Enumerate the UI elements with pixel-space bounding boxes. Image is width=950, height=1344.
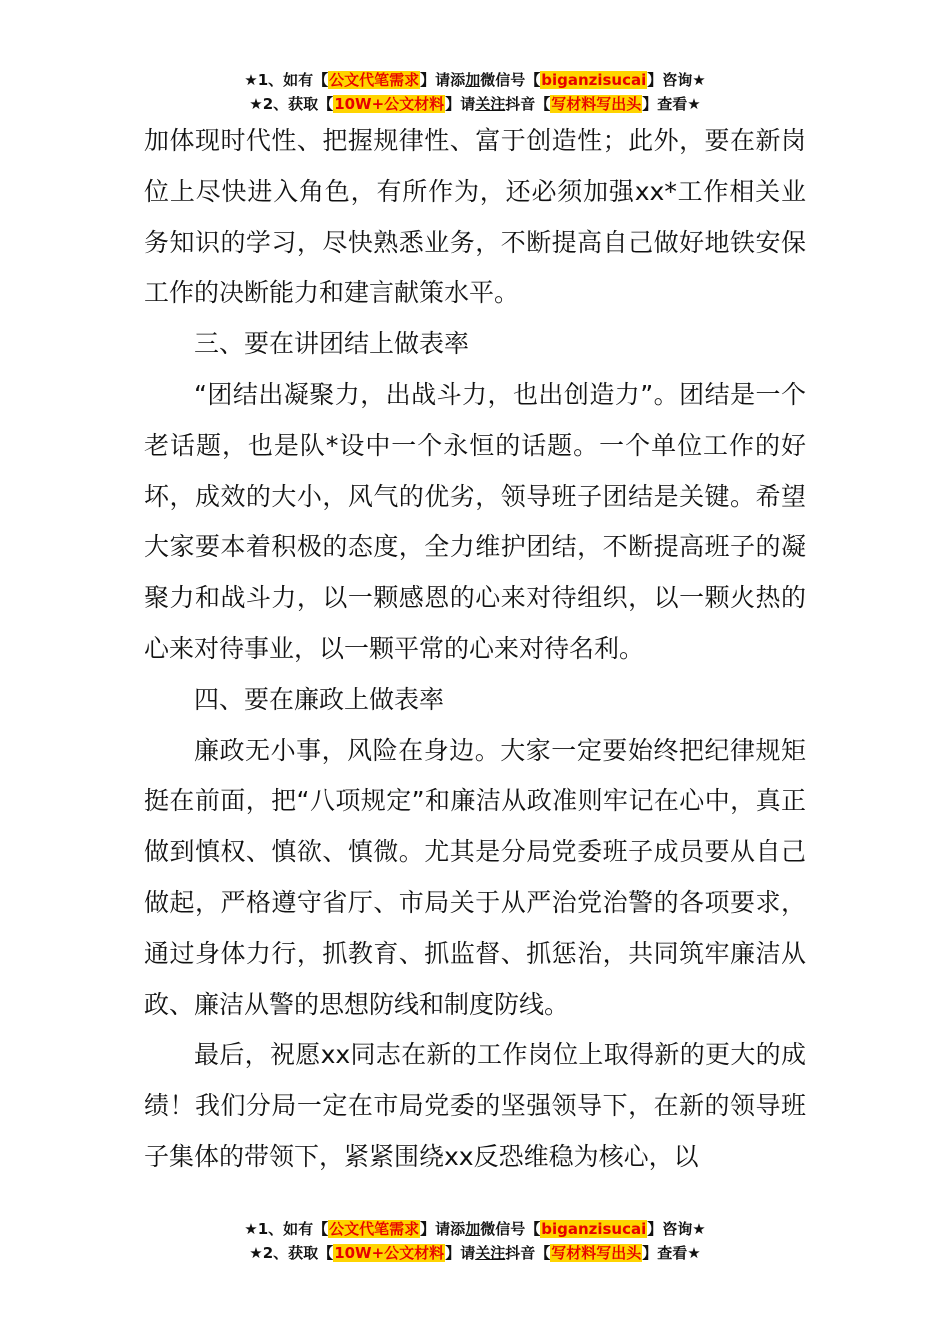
banner-underlined-text: 关注 bbox=[475, 95, 506, 113]
banner-text: 】请 bbox=[445, 95, 476, 113]
banner-text: ★1、如有【 bbox=[244, 71, 329, 89]
banner-text: ★1、如有【 bbox=[244, 1220, 329, 1238]
banner-text: ★2、获取【 bbox=[249, 95, 334, 113]
banner-highlight: 写材料写出头 bbox=[551, 95, 642, 113]
banner-line-2 bbox=[0, 1241, 950, 1265]
banner-underlined-text: 关注 bbox=[475, 1244, 506, 1262]
section-heading-integrity: 四、要在廉政上做表率 bbox=[194, 684, 445, 714]
banner-highlight: 10W+公文材料 bbox=[334, 95, 445, 113]
banner-text: 】查看★ bbox=[642, 95, 701, 113]
banner-line-1 bbox=[0, 1217, 950, 1241]
banner-text: 】查看★ bbox=[642, 1244, 701, 1262]
banner-text: 微信号【 bbox=[480, 71, 541, 89]
banner-line-2 bbox=[0, 92, 950, 116]
paragraph-unity: “团结出凝聚力，出战斗力，也出创造力”。团结是一个老话题，也是队*设中一个永恒的话题。一个单位工作的好坏，成效的大小，风气的优劣，领导班子团结是关键。希望大家要本着积极的态度，全力维护团结，不断提高班子的凝聚力和战斗力，以一颗感恩的心来对待组织，以一颗火热的心来对待事业，以一颗平常的心来对待名利。 bbox=[144, 379, 806, 663]
document-body bbox=[144, 116, 806, 1183]
banner-underlined-text: 加 bbox=[465, 71, 481, 89]
banner-text: 】请添 bbox=[420, 71, 466, 89]
banner-text: 微信号【 bbox=[480, 1220, 541, 1238]
header-banner bbox=[0, 68, 950, 116]
section-heading-unity: 三、要在讲团结上做表率 bbox=[194, 329, 470, 359]
banner-text: 抖音【 bbox=[505, 95, 551, 113]
banner-line-1 bbox=[0, 68, 950, 92]
banner-highlight: 公文代笔需求 bbox=[329, 1220, 420, 1238]
banner-highlight: 公文代笔需求 bbox=[329, 71, 420, 89]
banner-text: 】咨询★ bbox=[647, 1220, 706, 1238]
banner-text: 】请添 bbox=[420, 1220, 466, 1238]
banner-highlight: biganzisucai bbox=[541, 1220, 647, 1238]
banner-highlight: 写材料写出头 bbox=[551, 1244, 642, 1262]
banner-highlight: biganzisucai bbox=[541, 71, 647, 89]
banner-highlight: 10W+公文材料 bbox=[334, 1244, 445, 1262]
banner-text: ★2、获取【 bbox=[249, 1244, 334, 1262]
paragraph-integrity: 廉政无小事，风险在身边。大家一定要始终把纪律规矩挺在前面，把“八项规定”和廉洁从政准则牢记在心中，真正做到慎权、慎欲、慎微。尤其是分局党委班子成员要从自己做起，严格遵守省厅、市局关于从严治党治警的各项要求，通过身体力行，抓教育、抓监督、抓惩治，共同筑牢廉洁从政、廉洁从警的思想防线和制度防线。 bbox=[144, 735, 806, 1019]
paragraph-continuation: 加体现时代性、把握规律性、富于创造性；此外，要在新岗位上尽快进入角色，有所作为，还必须加强xx*工作相关业务知识的学习，尽快熟悉业务，不断提高自己做好地铁安保工作的决断能力和建言献策水平。 bbox=[144, 126, 806, 308]
paragraph-closing: 最后，祝愿xx同志在新的工作岗位上取得新的更大的成绩！我们分局一定在市局党委的坚强领导下，在新的领导班子集体的带领下，紧紧围绕xx反恐维稳为核心，以 bbox=[144, 1040, 806, 1171]
footer-banner bbox=[0, 1217, 950, 1265]
banner-text: 】请 bbox=[445, 1244, 476, 1262]
banner-text: 】咨询★ bbox=[647, 71, 706, 89]
banner-underlined-text: 加 bbox=[465, 1220, 481, 1238]
banner-text: 抖音【 bbox=[505, 1244, 551, 1262]
